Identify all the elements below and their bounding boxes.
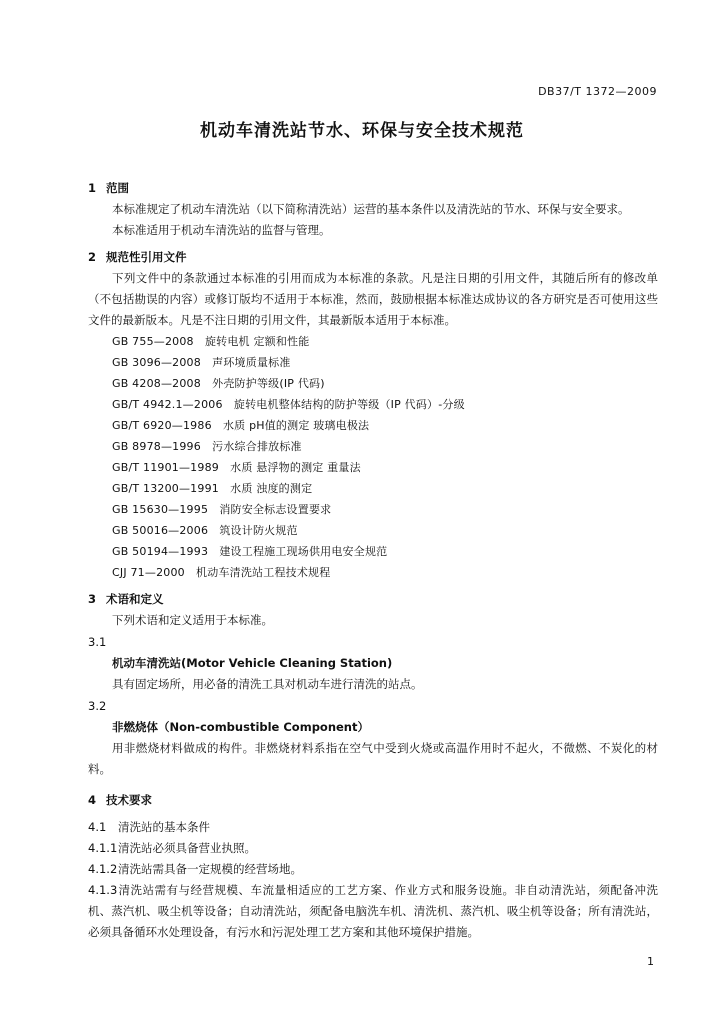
section-title: 术语和定义 xyxy=(106,592,164,606)
clause-text: 清洗站需有与经营规模、车流量相适应的工艺方案、作业方式和服务设施。非自动清洗站，须配备冲洗机、蒸汽机、吸尘机等设备；自动清洗站，须配备电脑洗车机、清洗机、蒸汽机、吸尘机等设备；所有清洗站，必须具备循环水处理设备，有污水和污泥处理工艺方案和其他环境保护措施。 xyxy=(88,883,658,939)
clause xyxy=(88,838,658,859)
reference-item: GB/T 6920—1986 水质 pH值的测定 玻璃电极法 xyxy=(112,419,370,432)
clause xyxy=(88,880,658,943)
term-number: 3.1 xyxy=(88,635,107,649)
term-name: 非燃烧体（Non-combustible Component） xyxy=(112,720,369,734)
clause-text: 清洗站必须具备营业执照。 xyxy=(118,841,256,855)
term-definition: 用非燃烧材料做成的构件。非燃烧材料系指在空气中受到火烧或高温作用时不起火，不微燃、不炭化的材料。 xyxy=(88,741,658,776)
reference-item: GB 4208—2008 外壳防护等级(IP 代码) xyxy=(112,377,325,390)
clause-number: 4.1.1 xyxy=(88,841,118,855)
reference-item: GB 50016—2006 筑设计防火规范 xyxy=(112,524,298,537)
reference-item: GB 3096—2008 声环境质量标准 xyxy=(112,356,291,369)
paragraph: 本标准规定了机动车清洗站（以下简称清洗站）运营的基本条件以及清洗站的节水、环保与安全要求。 xyxy=(112,202,630,216)
reference-list xyxy=(88,331,658,583)
paragraph: 下列术语和定义适用于本标准。 xyxy=(112,613,273,627)
term-name: 机动车清洗站(Motor Vehicle Cleaning Station) xyxy=(112,656,393,670)
subsection-number: 4.1 xyxy=(88,820,107,834)
paragraph: 下列文件中的条款通过本标准的引用而成为本标准的条款。凡是注日期的引用文件，其随后所有的修改单（不包括勘误的内容）或修订版均不适用于本标准，然而，鼓励根据本标准达成协议的各方研究是否可使用这些文件的最新版本。凡是不注日期的引用文件，其最新版本适用于本标准。 xyxy=(88,271,658,327)
paragraph: 本标准适用于机动车清洗站的监督与管理。 xyxy=(112,223,331,237)
reference-item: GB/T 13200—1991 水质 浊度的测定 xyxy=(112,482,313,495)
section-heading-scope xyxy=(88,178,658,199)
section-heading-normative-references xyxy=(88,247,658,268)
reference-item: GB/T 11901—1989 水质 悬浮物的测定 重量法 xyxy=(112,461,361,474)
section-number: 2 xyxy=(88,250,97,264)
section-title: 规范性引用文件 xyxy=(106,250,187,264)
reference-item: CJJ 71—2000 机动车清洗站工程技术规程 xyxy=(112,566,331,579)
section-title: 技术要求 xyxy=(106,793,152,807)
section-number: 3 xyxy=(88,592,97,606)
term-number: 3.2 xyxy=(88,699,107,713)
reference-item: GB 8978—1996 污水综合排放标准 xyxy=(112,440,302,453)
clause-number: 4.1.2 xyxy=(88,862,118,876)
reference-item: GB/T 4942.1—2006 旋转电机整体结构的防护等级（IP 代码）-分级 xyxy=(112,398,465,411)
reference-item: GB 50194—1993 建设工程施工现场供用电安全规范 xyxy=(112,545,388,558)
clause-number: 4.1.3 xyxy=(88,883,118,897)
subsection-title: 清洗站的基本条件 xyxy=(118,820,210,834)
term-definition: 具有固定场所，用必备的清洗工具对机动车进行清洗的站点。 xyxy=(112,677,423,691)
standard-code: DB37/T 1372—2009 xyxy=(538,85,657,98)
section-heading-technical-requirements xyxy=(88,790,658,811)
subsection-heading xyxy=(88,817,658,838)
section-heading-terms-definitions xyxy=(88,589,658,610)
reference-item: GB 755—2008 旋转电机 定额和性能 xyxy=(112,335,310,348)
reference-item: GB 15630—1995 消防安全标志设置要求 xyxy=(112,503,332,516)
page-number: 1 xyxy=(647,955,654,968)
section-number: 4 xyxy=(88,793,97,807)
clause-text: 清洗站需具备一定规模的经营场地。 xyxy=(118,862,302,876)
document-title: 机动车清洗站节水、环保与安全技术规范 xyxy=(200,121,524,141)
clause xyxy=(88,859,658,880)
document-body xyxy=(88,178,658,943)
section-title: 范围 xyxy=(106,181,129,195)
section-number: 1 xyxy=(88,181,97,195)
